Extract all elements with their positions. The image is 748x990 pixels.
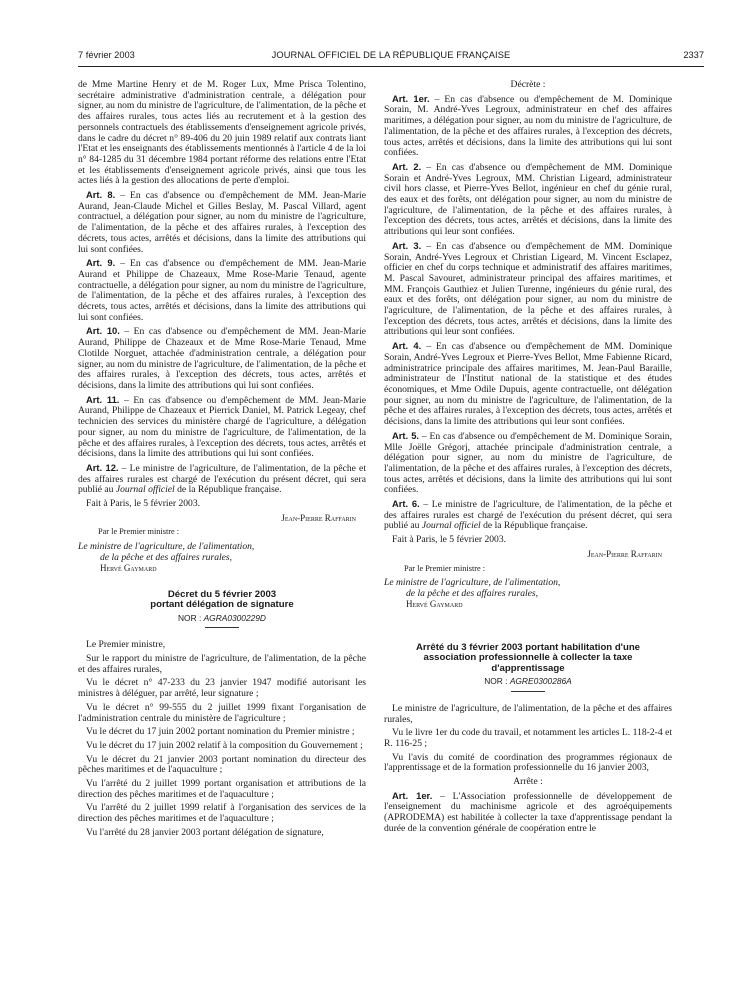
article-9: Art. 9. – En cas d'absence ou d'empêchement de MM. Jean-Marie Aurand et Philippe de Chazeaux, Mme Rose-Marie Tenaud, agente contractuelle, a délégation pour signer, au nom du ministre de l'agriculture, de l'alimentation, de la pêche et des affaires rurales, à l'exception des décrets, tous actes, arrêtés et décisions, dans la limite des attributions qui lui sont confiées.: [78, 257, 366, 323]
minister-name-2: Hervé Gaymard: [406, 599, 463, 610]
header-page-number: 2337: [683, 50, 704, 60]
right-column: [384, 80, 672, 838]
decree-article-6: Art. 6. – Le ministre de l'agriculture, de l'alimentation, de la pêche et des affaires rurales est chargé de l'exécution du présent décret, qui sera publié au Journal officiel de la République française.: [384, 498, 672, 532]
minister-title: Le ministre de l'agriculture, de l'alimentation, de la pêche et des affaires rurales,: [78, 541, 255, 563]
separator-line: [205, 627, 239, 628]
decree-article-2: Art. 2. – En cas d'absence ou d'empêchement de MM. Dominique Sorain et André-Yves Legroux, MM. Christian Ligeard, administrateur civil hors classe, et Pierre-Yves Bellot, ingénieur en chef du génie rural, des eaux et des forêts, ont délégation pour signer, au nom du ministre de l'agriculture, de l'alimentation, de la pêche et des affaires rurales, à l'exception des décrets, tous actes, arrêtés et décisions, dans la limite des attributions qui leur sont confiées.: [384, 160, 672, 238]
decree-article-3: Art. 3. – En cas d'absence ou d'empêchement de MM. Dominique Sorain, André-Yves Legroux et Christian Ligeard, M. Vincent Esclapez, officier en chef du corps technique et administratif des affaires maritimes, M. Pascal Savouret, administrateur principal des affaires maritimes, et MM. François Gauthiez et Julien Turenne, ingénieurs du génie rural, des eaux et des forêts, ont délégation pour signer, au nom du ministre de l'agriculture, de l'alimentation, de la pêche et des affaires rurales, à l'exception des décrets, tous actes, arrêtés et décisions, dans la limite des attributions qui leur sont confiées.: [384, 239, 672, 338]
decree-article-4: Art. 4. – En cas d'absence ou d'empêchement de MM. Dominique Sorain, André-Yves Legroux et Pierre-Yves Bellot, Mme Fabienne Ricard, administratrice principale des affaires maritimes, M. Jean-Paul Baraille, administrateur de l'Institut national de la statistique et des études économiques, et Mme Odile Dupuis, agente contractuelle, ont délégation pour signer, au nom du ministre de l'agriculture, de l'alimentation, de la pêche et des affaires rurales, à l'exception des décrets, tous actes, arrêtés et décisions, dans la limite des attributions qui leur sont confiées.: [384, 340, 672, 428]
decrete-heading: Décrète :: [510, 79, 546, 90]
signatory-name-2: Jean-Pierre Raffarin: [587, 548, 662, 559]
nor-reference-2: NOR : AGRE0300286A: [384, 676, 672, 692]
header-rule: [78, 66, 704, 67]
separator-line-2: [511, 691, 545, 692]
visa-4: Vu le décret du 17 juin 2002 portant nomination du Premier ministre ;: [86, 726, 355, 738]
arrete-visa-1: Vu le livre 1er du code du travail, et notamment les articles L. 118-2-4 et R. 116-25 ;: [384, 727, 672, 749]
visa-5: Vu le décret du 17 juin 2002 relatif à la composition du Gouvernement ;: [86, 739, 363, 751]
premier-ministre-line-2: Par le Premier ministre :: [404, 563, 486, 573]
visa-6: Vu le décret du 21 janvier 2003 portant nomination du directeur des pêches maritimes et de l'aquaculture ;: [78, 753, 366, 776]
visa-9: Vu l'arrêté du 28 janvier 2003 portant délégation de signature,: [86, 826, 324, 838]
visa-1: Sur le rapport du ministre de l'agriculture, de l'alimentation, de la pêche et des affaires rurales,: [78, 653, 366, 675]
article-12: Art. 12. – Le ministre de l'agriculture, de l'alimentation, de la pêche et des affaires rurales est chargé de l'exécution du présent décret, qui sera publié au Journal officiel de la République française.: [78, 461, 366, 496]
signatory-name: Jean-Pierre Raffarin: [281, 512, 356, 523]
minister-name: Hervé Gaymard: [100, 563, 157, 574]
article-8: Art. 8. – En cas d'absence ou d'empêchement de MM. Jean-Marie Aurand, Jean-Claude Michel et Gilles Beslay, M. Pascal Villard, agent contractuel, a délégation pour signer, au nom du ministre de l'agriculture, de l'alimentation, de la pêche et des affaires rurales, à l'exception des décrets, tous actes, arrêtés et décisions, dans la limite des attributions qui lui sont confiées.: [78, 189, 366, 255]
left-column: [78, 80, 366, 842]
arrete-article-1: Art. 1er. – L'Association professionnelle de développement de l'enseignement du machinisme agricole et des agroéquipements (APRODEMA) est habilitée à collecter la taxe d'apprentissage pendant la durée de la convention générale de coopération entre le: [384, 789, 672, 834]
header-journal-title: JOURNAL OFFICIEL DE LA RÉPUBLIQUE FRANÇAISE: [271, 50, 511, 60]
header-date: 7 février 2003: [78, 50, 135, 60]
arrete-visa-2: Vu l'avis du comité de coordination des programmes régionaux de l'apprentissage et de la formation professionnelle du 16 janvier 2003,: [384, 751, 672, 774]
article-10: Art. 10. – En cas d'absence ou d'empêchement de MM. Jean-Marie Aurand, Philippe de Chazeaux et de Mme Rose-Marie Tenaud, Mme Clotilde Norguet, attachée d'administration centrale, a délégation pour signer, au nom du ministre de l'agriculture, de l'alimentation, de la pêche et des affaires rurales, à l'exception des décrets, tous actes, arrêtés et décisions, dans la limite des attributions qui lui sont confiées.: [78, 325, 366, 391]
arrete-heading: Arrête :: [513, 776, 543, 788]
fait-a-paris-2: Fait à Paris, le 5 février 2003.: [392, 534, 507, 546]
premier-ministre-line: Par le Premier ministre :: [98, 527, 180, 537]
premier-ministre-intro: Le Premier ministre,: [86, 639, 166, 651]
visa-2: Vu le décret n° 47-233 du 23 janvier 1947 modifié autorisant les ministres à déléguer, par arrêté, leur signature ;: [78, 677, 366, 700]
decree-title: Décret du 5 février 2003 portant délégation de signature: [150, 588, 294, 611]
fait-a-paris: Fait à Paris, le 5 février 2003.: [86, 498, 201, 510]
arrete-intro: Le ministre de l'agriculture, de l'alimentation, de la pêche et des affaires rurales,: [384, 702, 672, 725]
nor-reference: NOR : AGRA0300229D: [78, 613, 366, 629]
minister-title-2: Le ministre de l'agriculture, de l'alimentation, de la pêche et des affaires rurales,: [384, 577, 561, 599]
visa-8: Vu l'arrêté du 2 juillet 1999 relatif à l'organisation des services de la direction des pêches maritimes et de l'aquaculture ;: [78, 802, 366, 825]
decree-article-5: Art. 5. – En cas d'absence ou d'empêchement de M. Dominique Sorain, Mlle Joëlle Grégorj, attachée principale d'administration centrale, a délégation pour signer, au nom du ministre de l'agriculture, de l'alimentation, de la pêche et des affaires rurales, à l'exception des décrets, tous actes, arrêtés et décisions, dans la limite des attributions qui lui sont confiées.: [384, 429, 672, 496]
decree-article-1: Art. 1er. – En cas d'absence ou d'empêchement de M. Dominique Sorain, M. André-Yves Legroux, administrateur en chef des affaires maritimes, a délégation pour signer, au nom du ministre de l'agriculture, de l'alimentation, de la pêche et des affaires rurales, à l'exception des décrets, tous actes, arrêtés et décisions, dans la limite des attributions qui lui sont confiées.: [384, 92, 673, 159]
visa-7: Vu l'arrêté du 2 juillet 1999 portant organisation et attributions de la direction des pêches maritimes et de l'aquaculture ;: [78, 778, 366, 800]
visa-3: Vu le décret n° 99-555 du 2 juillet 1999 fixant l'organisation de l'administration centrale du ministère de l'agriculture ;: [78, 701, 366, 724]
page-header: [78, 50, 704, 64]
intro-paragraph: de Mme Martine Henry et de M. Roger Lux, Mme Prisca Tolentino, secrétaire administrative d'administration centrale, a délégation pour signer, au nom du ministre de l'agriculture, de l'alimentation, de la pêche et des affaires rurales, tous actes liés au recrutement et à la gestion des personnels contractuels des établissements d'enseignement agricole privés, dans le cadre du décret n° 89-406 du 20 juin 1989 relatif aux contrats liant l'Etat et les enseignants des établissements mentionnés à l'article 4 de la loi n° 84-1285 du 31 décembre 1984 portant réforme des relations entre l'Etat et les établissements d'enseignement agricole privés, ainsi que tous les actes liés à la gestion des allocations de perte d'emploi.: [78, 79, 366, 187]
article-11: Art. 11. – En cas d'absence ou d'empêchement de MM. Jean-Marie Aurand, Philippe de Chazeaux et Pierrick Daniel, M. Patrick Legeay, chef technicien des services du ministère chargé de l'agriculture, a délégation pour signer, au nom du ministre de l'agriculture, de l'alimentation, de la pêche et des affaires rurales, à l'exception des décrets, tous actes, arrêtés et décisions, dans la limite des attributions qui lui sont confiées.: [78, 393, 367, 460]
arrete-title: Arrêté du 3 février 2003 portant habilitation d'une association professionnelle à collecter la taxe d'apprentissage: [415, 641, 641, 674]
